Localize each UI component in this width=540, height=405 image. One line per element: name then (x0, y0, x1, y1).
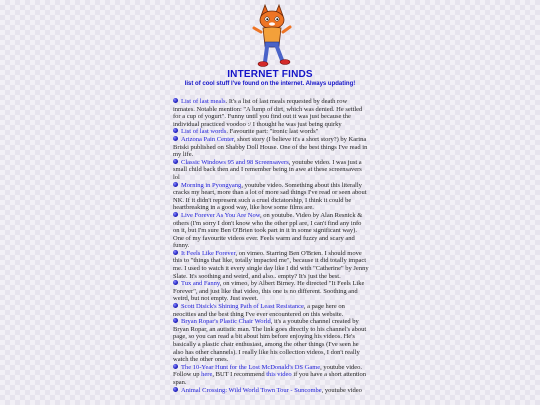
follow-up-link[interactable]: here (201, 371, 213, 379)
item-description: , it's a youtube channel created by Bryan Ropar, an autistic man. The link goes directly to his channel's about page, so you can read a bit about him before enjoying his videos. He's basically a plastic chair enthusiast, among the other things (I've seen he also has other channels). I really like his collection videos, I don't really watch the other ones. (173, 318, 367, 364)
page-subtitle: list of cool stuff I've found on the internet. Always updating! (184, 81, 356, 87)
item-link[interactable]: Tux and Fanny (181, 280, 220, 288)
bullet-icon (173, 250, 178, 255)
list-item (173, 280, 369, 303)
item-description: . It's a list of last meals requested by death row inmates. Notable mention: "A lump of dirt, which was denied. He settled for a cup of yogurt". Funny until you find out it was just because the individual practiced voodoo :/ I thought he was just being quirky (173, 98, 363, 128)
item-link[interactable]: List of last words (181, 128, 227, 136)
item-description: if you have a short attention span. (173, 371, 367, 386)
item-description: , short story (I believe it's a short story?) by Karina Briski published on Shabby Doll House. One of the best things I've read in my life. (173, 135, 368, 159)
list-item (173, 364, 369, 387)
bullet-icon (173, 136, 178, 141)
item-description: , youtube video (321, 386, 362, 394)
bullet-icon (173, 128, 178, 133)
finds-list (173, 98, 369, 394)
item-description: , youtube video. Something about this literally cracks my heart, more than a lot of more sad things I've read or seen about NK. If it didn't represent such a cruel dictatorship, I think it could be heartbreaking in a good way, like how some films are. (173, 181, 367, 212)
list-item (173, 387, 369, 395)
item-link[interactable]: Scott Disick's Shining Path of Least Resistance (181, 303, 304, 311)
item-link[interactable]: Animal Crossing: Wild World Town Tour - Suncombe (181, 386, 322, 394)
list-item (173, 212, 369, 250)
list-item (173, 303, 369, 318)
item-description: , on vimeo. Starring Ben O'Brien. I should move this to "things that like, totally impacted me", because it did totally impact me. I used to watch it every single day like I did with "Catherine" by Jenny Slate. It's soothing and weird, and also.. empty? It's just the best. (173, 249, 369, 280)
list-item (173, 159, 369, 182)
bullet-icon (173, 318, 178, 323)
list-item (173, 250, 369, 280)
item-description: , on vimeo, by Albert Birney. He directed "It Feels Like Forever", and just like that video, this one is no different. Soothing and weird, but not empty. Just sweet. (173, 280, 365, 303)
dancing-cat-illustration-icon (252, 2, 292, 70)
item-link[interactable]: Bryan Ropar's Plastic Chair World (181, 318, 271, 326)
item-link[interactable]: Classic Windows 95 and 98 Screensavers (181, 158, 289, 166)
list-item (173, 128, 369, 136)
page-title: INTERNET FINDS (227, 69, 313, 80)
bullet-icon (173, 182, 178, 187)
item-description: , a page here on neocities and the best thing I've ever encountered on this website. (173, 303, 345, 318)
list-item (173, 136, 369, 159)
bullet-icon (173, 212, 178, 217)
bullet-icon (173, 98, 178, 103)
list-item (173, 182, 369, 212)
recommended-video-link[interactable]: this video (266, 371, 292, 379)
bullet-icon (173, 364, 178, 369)
item-description: , youtube video. Follow up (173, 363, 363, 379)
list-item (173, 98, 369, 128)
item-link[interactable]: List of last meals (181, 98, 226, 105)
item-link[interactable]: Arizona Pain Center (181, 135, 234, 143)
bullet-icon (173, 280, 178, 285)
item-description: , youtube video. I was just a small child back then and I remember being in awe at these screensavers lol (173, 158, 362, 181)
bullet-icon (173, 303, 178, 308)
item-description: . Favourite part: "ironic last words" (226, 128, 319, 136)
item-link[interactable]: It Feels Like Forever (181, 249, 236, 257)
bullet-icon (173, 159, 178, 164)
list-item (173, 318, 369, 364)
item-description: , BUT I recommend (212, 371, 267, 379)
item-link[interactable]: Live Forever As You Are Now (181, 211, 261, 219)
item-link[interactable]: Morning in Pyongyang (181, 181, 242, 189)
bullet-icon (173, 387, 178, 392)
item-link[interactable]: The 10-Year Hunt for the Lost McDonald's DS Game (181, 363, 321, 371)
item-description: , on youtube. Video by Alan Resnick & others (I'm sorry I don't know who the other ppl are, I can't find any info on it, but I'm sure Ben O'Brien took part in it in some significant way). One of my favourite videos ever. Feels warm and fuzzy and scary and funny. (173, 211, 363, 250)
